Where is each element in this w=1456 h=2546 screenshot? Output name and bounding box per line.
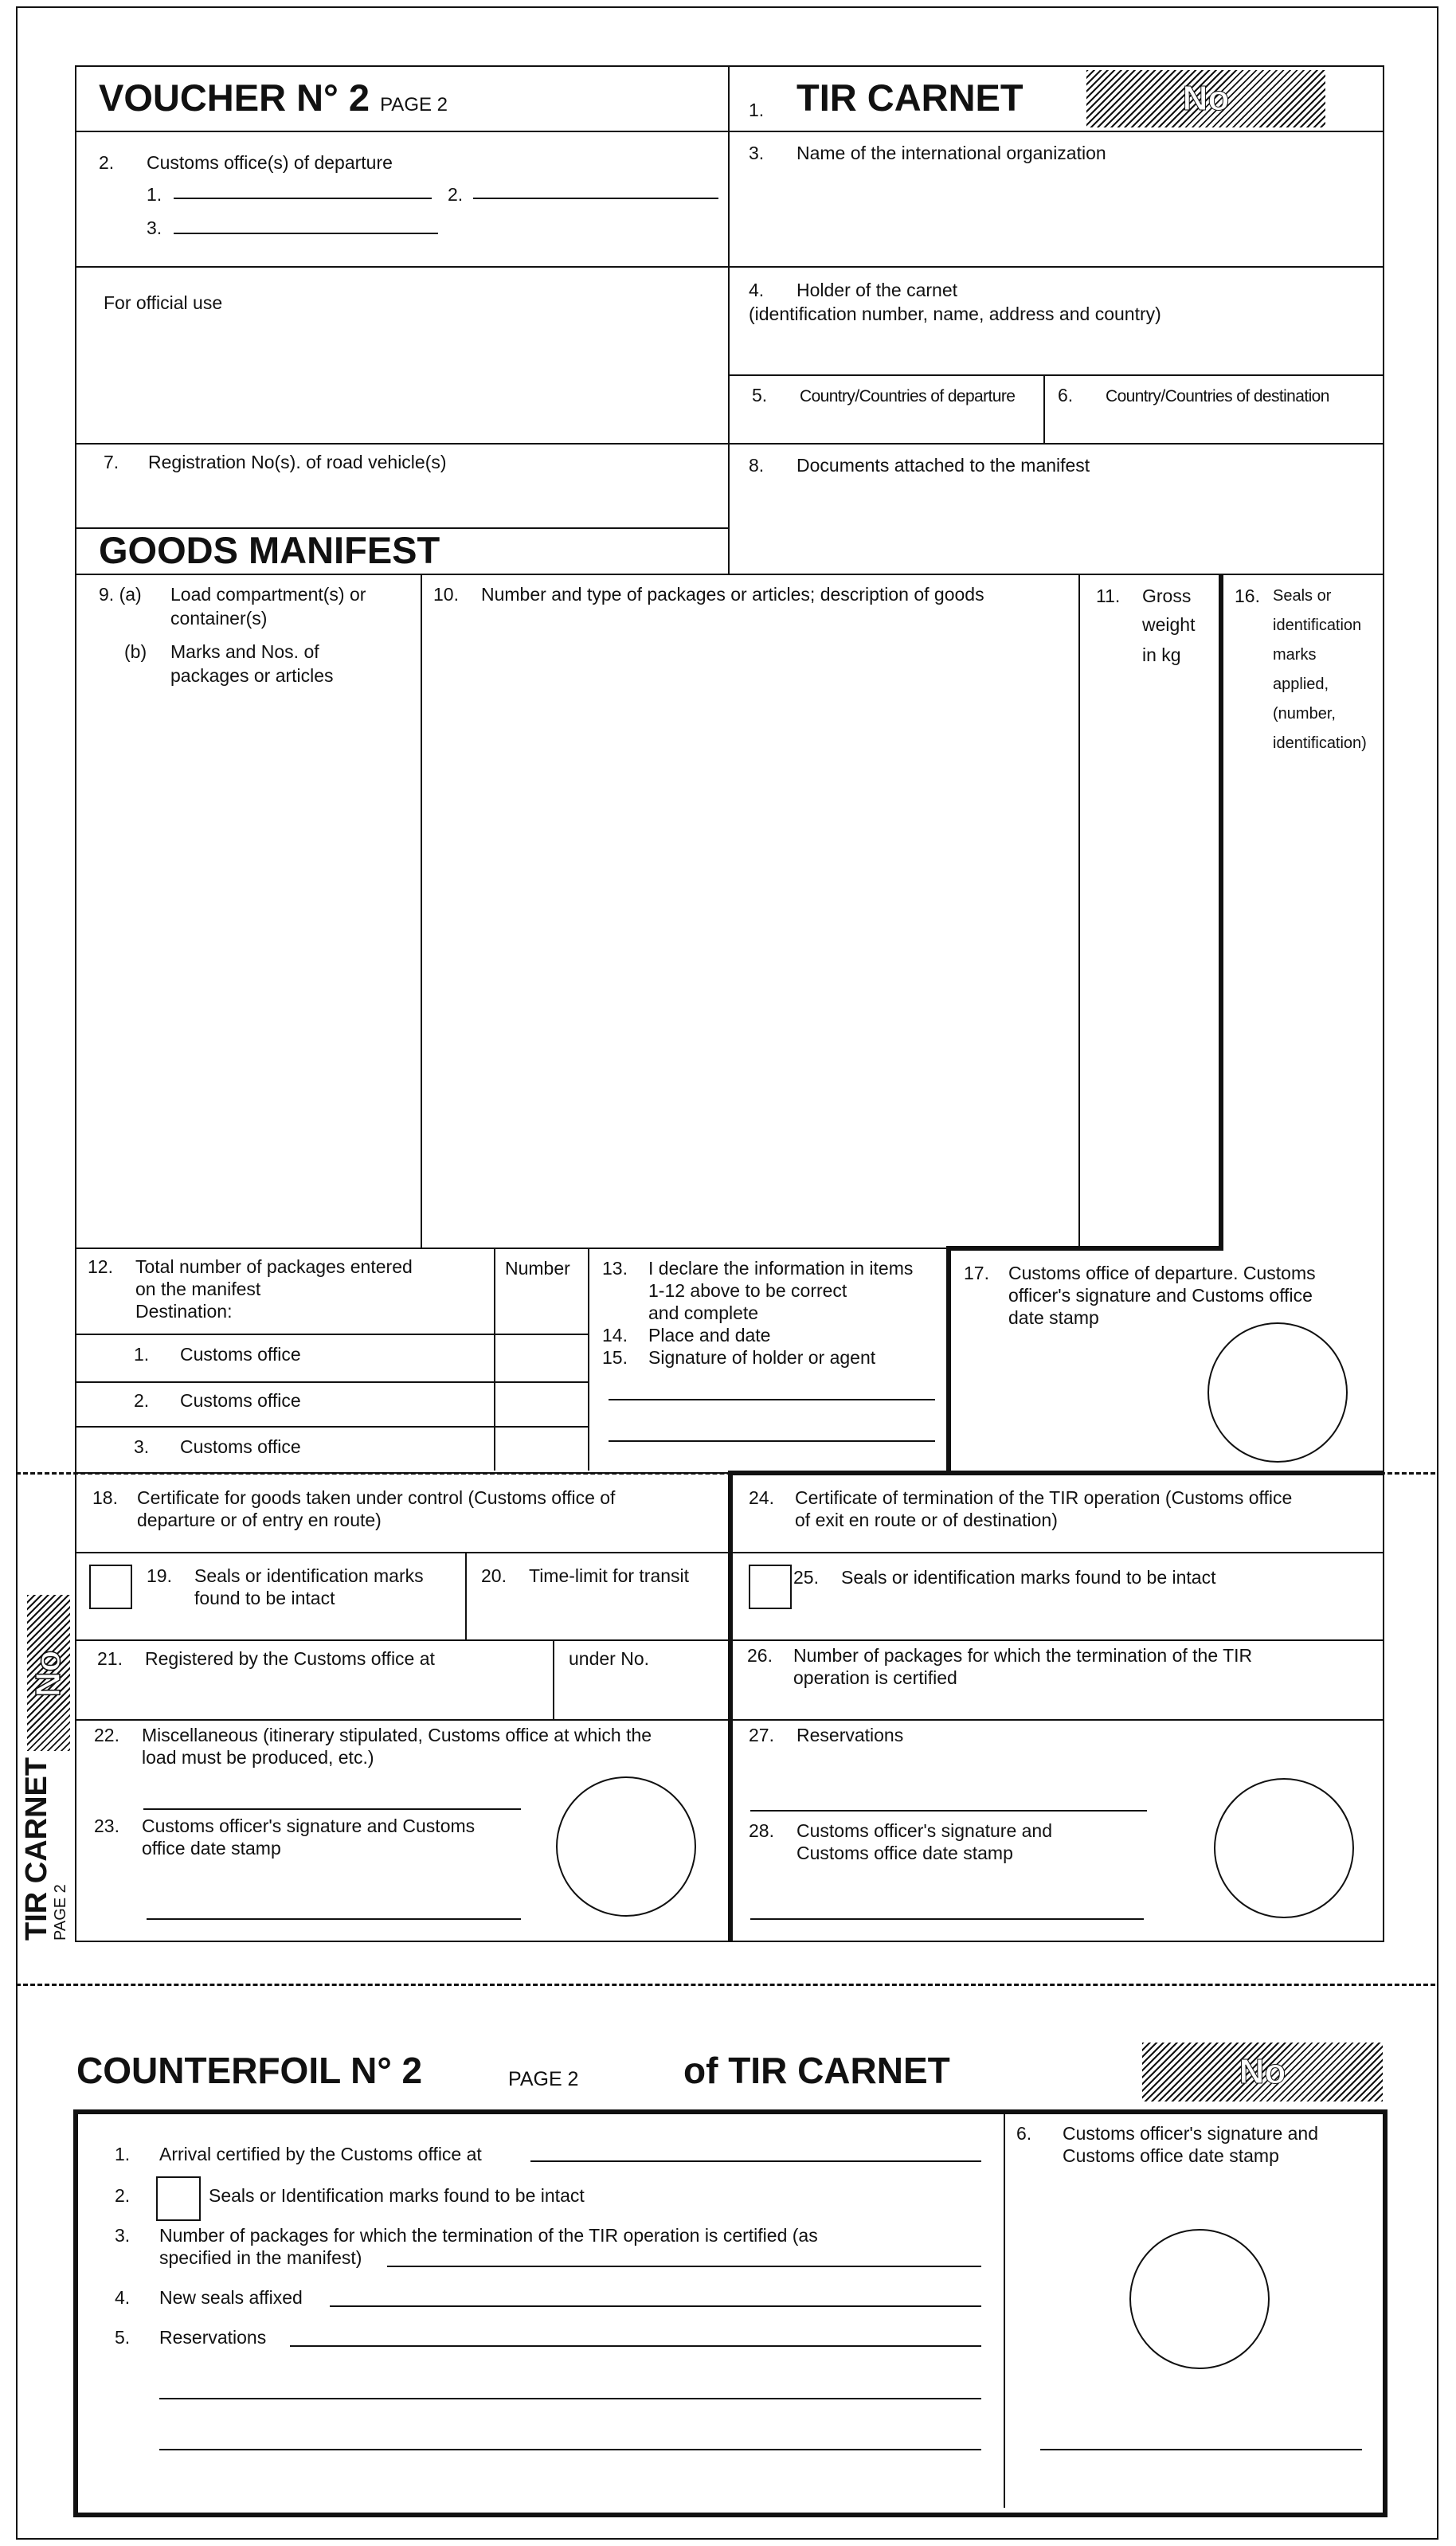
tir-carnet-title: TIR CARNET	[796, 76, 1024, 119]
counterfoil-3-number: 3.	[115, 2225, 131, 2246]
field-9b-label-2: packages or articles	[170, 665, 334, 686]
divider-thick	[1219, 574, 1223, 1249]
counterfoil-3-label-1: Number of packages for which the termination of the TIR operation is certified (as	[159, 2225, 818, 2246]
field-8-number: 8.	[749, 455, 765, 476]
counterfoil-1-line[interactable]	[530, 2160, 981, 2162]
counterfoil-1-number: 1.	[115, 2144, 131, 2164]
field-14-number: 14.	[602, 1325, 628, 1345]
field-4-sub: (identification number, name, address and country)	[749, 304, 1161, 324]
field-13-number: 13.	[602, 1258, 628, 1279]
field-9a-label-1: Load compartment(s) or	[170, 584, 366, 605]
field-26-label-1: Number of packages for which the termination of the TIR	[793, 1645, 1253, 1666]
field-28-number: 28.	[749, 1820, 774, 1841]
field-2-line-3-num: 3.	[147, 217, 162, 238]
divider	[75, 1552, 1383, 1553]
field-20-label: Time-limit for transit	[529, 1565, 690, 1586]
field-22-line[interactable]	[143, 1808, 521, 1810]
counterfoil-3-line[interactable]	[387, 2266, 981, 2267]
field-13-label-3: and complete	[648, 1302, 759, 1323]
field-11-label-2: weight	[1142, 614, 1196, 635]
field-17-label-2: officer's signature and Customs office	[1008, 1285, 1313, 1306]
field-27-label: Reservations	[796, 1725, 904, 1745]
stamp-circle-counterfoil	[1129, 2229, 1270, 2369]
field-18-label-2: departure or of entry en route)	[137, 1510, 382, 1530]
divider	[1043, 374, 1045, 443]
field-22-label-2: load must be produced, etc.)	[142, 1747, 374, 1768]
stamp-circle-17	[1207, 1322, 1348, 1463]
number-column-header: Number	[505, 1258, 570, 1279]
field-15-line-1[interactable]	[609, 1399, 935, 1400]
field-3-label: Name of the international organization	[796, 143, 1106, 163]
field-21-label: Registered by the Customs office at	[145, 1648, 435, 1669]
field-18-label-1: Certificate for goods taken under control (Customs office of	[137, 1487, 616, 1508]
field-11-number: 11.	[1096, 586, 1121, 606]
field-24-number: 24.	[749, 1487, 774, 1508]
field-25-label: Seals or identification marks found to be intact	[841, 1567, 1216, 1588]
field-12-label-2: on the manifest	[135, 1279, 261, 1299]
field-3-number: 3.	[749, 143, 765, 163]
field-25-number: 25.	[793, 1567, 819, 1588]
official-use-label: For official use	[104, 292, 223, 313]
field-2-line-1-num: 1.	[147, 184, 162, 205]
field-6-number: 6.	[1058, 385, 1074, 405]
field-11-label-1: Gross	[1142, 586, 1192, 606]
field-19-label-2: found to be intact	[194, 1588, 335, 1608]
divider-thick	[946, 1246, 1223, 1251]
counterfoil-title: COUNTERFOIL N° 2	[76, 2050, 423, 2091]
counterfoil-3-label-2: specified in the manifest)	[159, 2247, 362, 2268]
dest-row-3-num: 3.	[134, 1436, 150, 1457]
field-22-label-1: Miscellaneous (itinerary stipulated, Customs office at which the	[142, 1725, 652, 1745]
field-9b-number: (b)	[124, 641, 147, 662]
counterfoil-6-label-2: Customs office date stamp	[1063, 2145, 1279, 2166]
divider	[75, 1719, 1383, 1721]
field-7-label: Registration No(s). of road vehicle(s)	[148, 452, 447, 472]
side-tir-carnet-title: TIR CARNET	[20, 1757, 53, 1941]
field-19-label-1: Seals or identification marks	[194, 1565, 424, 1586]
field-12-label-1: Total number of packages entered	[135, 1256, 413, 1277]
stamp-circle-28	[1214, 1778, 1354, 1918]
field-13-label-2: 1-12 above to be correct	[648, 1280, 847, 1301]
counterfoil-5-number: 5.	[115, 2327, 131, 2348]
field-23-number: 23.	[94, 1815, 119, 1836]
counterfoil-5-label: Reservations	[159, 2327, 267, 2348]
counterfoil-5-line-2[interactable]	[159, 2398, 981, 2399]
divider	[588, 1248, 589, 1471]
field-9-number: 9. (a)	[99, 584, 142, 605]
dest-row-1-label: Customs office	[180, 1344, 301, 1365]
counterfoil-2-checkbox[interactable]	[156, 2176, 201, 2221]
divider	[1004, 2113, 1005, 2508]
field-12-number: 12.	[88, 1256, 113, 1277]
counterfoil-page: PAGE 2	[508, 2068, 579, 2090]
divider	[421, 574, 422, 1248]
counterfoil-no-label: No	[1239, 2052, 1286, 2091]
divider-thick	[728, 1471, 1383, 1475]
divider	[75, 1334, 588, 1335]
divider	[75, 1639, 1383, 1641]
field-6-label: Country/Countries of destination	[1106, 387, 1329, 405]
counterfoil-5-line-3[interactable]	[159, 2449, 981, 2450]
counterfoil-2-number: 2.	[115, 2185, 131, 2206]
field-9b-label-1: Marks and Nos. of	[170, 641, 319, 662]
field-24-label-2: of exit en route or of destination)	[795, 1510, 1058, 1530]
divider	[75, 1381, 588, 1383]
field-27-number: 27.	[749, 1725, 774, 1745]
dest-row-3-label: Customs office	[180, 1436, 301, 1457]
divider	[75, 1248, 948, 1249]
field-1-number: 1.	[749, 100, 765, 120]
counterfoil-number-box	[1142, 2043, 1383, 2101]
field-14-label: Place and date	[648, 1325, 771, 1345]
field-2-line-1[interactable]	[174, 198, 432, 199]
field-17-label-3: date stamp	[1008, 1307, 1099, 1328]
field-16-label-3: marks	[1273, 646, 1317, 664]
counterfoil-2-label: Seals or Identification marks found to be intact	[209, 2185, 585, 2206]
field-12-label-3: Destination:	[135, 1301, 233, 1322]
field-17-number: 17.	[964, 1263, 989, 1283]
field-28-line[interactable]	[750, 1918, 1144, 1920]
divider	[465, 1552, 467, 1639]
counterfoil-6-line[interactable]	[1040, 2449, 1362, 2450]
field-23-line[interactable]	[147, 1918, 521, 1920]
field-21-number: 21.	[97, 1648, 123, 1669]
tear-line	[16, 1984, 1435, 1986]
counterfoil-of-title: of TIR CARNET	[683, 2050, 950, 2091]
field-26-number: 26.	[747, 1645, 773, 1666]
divider	[553, 1639, 554, 1719]
side-page-label: PAGE 2	[52, 1884, 69, 1941]
divider	[75, 574, 1383, 575]
field-11-label-3: in kg	[1142, 644, 1181, 665]
voucher-title: VOUCHER N° 2 PAGE 2	[99, 76, 448, 119]
under-no-label: under No.	[569, 1648, 650, 1669]
field-23-label-1: Customs officer's signature and Customs	[142, 1815, 476, 1836]
goods-manifest-title: GOODS MANIFEST	[99, 529, 440, 571]
field-5-label: Country/Countries of departure	[800, 387, 1016, 405]
field-16-label-5: (number,	[1273, 705, 1336, 723]
field-10-number: 10.	[433, 584, 459, 605]
field-4-label: Holder of the carnet	[796, 280, 958, 300]
field-7-number: 7.	[104, 452, 119, 472]
dest-row-2-label: Customs office	[180, 1390, 301, 1411]
no-label: No	[1182, 79, 1230, 118]
field-20-number: 20.	[481, 1565, 507, 1586]
divider-thick	[946, 1248, 951, 1472]
counterfoil-4-line[interactable]	[330, 2305, 981, 2307]
field-4-number: 4.	[749, 280, 765, 300]
field-2-line-2[interactable]	[473, 198, 718, 199]
stamp-circle-23	[556, 1776, 696, 1917]
field-16-label-1: Seals or	[1273, 587, 1332, 605]
field-8-label: Documents attached to the manifest	[796, 455, 1090, 476]
dest-row-1-num: 1.	[134, 1344, 150, 1365]
divider	[75, 443, 1383, 445]
divider	[1078, 574, 1080, 1248]
field-16-label-2: identification	[1273, 617, 1362, 634]
field-28-label-2: Customs office date stamp	[796, 1843, 1013, 1863]
field-22-number: 22.	[94, 1725, 119, 1745]
field-28-label-1: Customs officer's signature and	[796, 1820, 1053, 1841]
field-15-line-2[interactable]	[609, 1440, 935, 1442]
divider	[728, 65, 730, 574]
field-9a-label-2: container(s)	[170, 608, 268, 629]
field-19-number: 19.	[147, 1565, 172, 1586]
field-24-label-1: Certificate of termination of the TIR operation (Customs office	[795, 1487, 1293, 1508]
field-16-number: 16.	[1235, 586, 1260, 606]
field-5-number: 5.	[752, 385, 768, 405]
divider	[494, 1248, 495, 1471]
field-23-label-2: office date stamp	[142, 1838, 281, 1859]
field-2-label: Customs office(s) of departure	[147, 152, 393, 173]
counterfoil-1-label: Arrival certified by the Customs office at	[159, 2144, 482, 2164]
field-27-line[interactable]	[750, 1810, 1147, 1812]
field-16-label-4: applied,	[1273, 676, 1329, 693]
dest-row-2-num: 2.	[134, 1390, 150, 1411]
field-26-label-2: operation is certified	[793, 1667, 957, 1688]
carnet-number-box	[1086, 70, 1325, 127]
divider-thick	[728, 1472, 733, 1941]
field-25-checkbox[interactable]	[749, 1565, 792, 1609]
field-16-label-6: identification)	[1273, 734, 1367, 752]
divider	[75, 266, 1383, 268]
field-15-number: 15.	[602, 1347, 628, 1368]
field-17-label-1: Customs office of departure. Customs	[1008, 1263, 1316, 1283]
field-2-line-2-num: 2.	[448, 184, 464, 205]
field-2-line-3[interactable]	[174, 233, 438, 234]
field-2-number: 2.	[99, 152, 115, 173]
field-10-label: Number and type of packages or articles; description of goods	[481, 584, 984, 605]
counterfoil-4-label: New seals affixed	[159, 2287, 303, 2308]
counterfoil-4-number: 4.	[115, 2287, 131, 2308]
divider	[728, 374, 1383, 376]
field-13-label-1: I declare the information in items	[648, 1258, 914, 1279]
counterfoil-6-label-1: Customs officer's signature and	[1063, 2123, 1319, 2144]
field-18-number: 18.	[92, 1487, 118, 1508]
field-15-label: Signature of holder or agent	[648, 1347, 876, 1368]
divider	[75, 1426, 588, 1428]
field-19-checkbox[interactable]	[89, 1565, 132, 1609]
counterfoil-5-line-1[interactable]	[290, 2345, 981, 2347]
counterfoil-6-number: 6.	[1016, 2123, 1032, 2144]
side-no-label: No	[29, 1650, 68, 1698]
